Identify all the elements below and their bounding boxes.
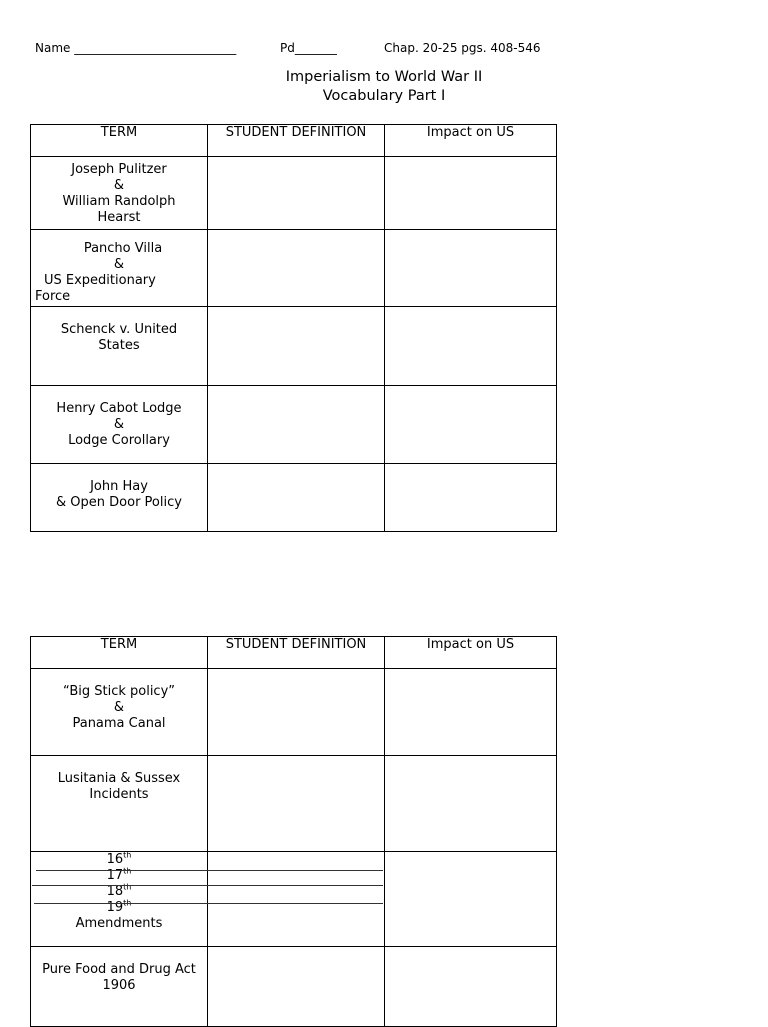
term-line: Pancho Villa: [83, 241, 163, 256]
term-line: John Hay: [90, 479, 148, 494]
term-line: US Expeditionary: [44, 273, 156, 288]
impact-cell[interactable]: [385, 464, 557, 532]
term-cell: [31, 464, 208, 532]
table-row: [31, 756, 557, 852]
definition-cell[interactable]: [208, 464, 385, 532]
amendment-line: 18th: [106, 882, 132, 899]
definition-cell[interactable]: [208, 307, 385, 386]
impact-cell[interactable]: [385, 307, 557, 386]
term-cell: [31, 756, 208, 852]
term-line: Incidents: [89, 787, 149, 802]
definition-cell[interactable]: [208, 386, 385, 464]
table-row: [31, 230, 557, 307]
table-header-row: [31, 125, 557, 157]
impact-cell[interactable]: [385, 230, 557, 307]
impact-cell[interactable]: [385, 852, 557, 947]
column-header-term: TERM: [31, 637, 208, 669]
column-header-impact: Impact on US: [385, 125, 557, 157]
table-row: [31, 669, 557, 756]
table-row: [31, 307, 557, 386]
term-line: “Big Stick policy”: [62, 684, 176, 699]
term-line: &: [113, 178, 125, 193]
term-line: &: [113, 257, 125, 272]
impact-cell[interactable]: [385, 947, 557, 1027]
term-line: Amendments: [75, 916, 163, 931]
vocab-table-2: [30, 636, 557, 1027]
term-cell: [31, 157, 208, 230]
impact-cell[interactable]: [385, 756, 557, 852]
term-cell: [31, 852, 208, 947]
term-line: 1906: [102, 978, 136, 993]
term-cell: [31, 230, 208, 307]
column-header-definition: STUDENT DEFINITION: [208, 637, 385, 669]
column-header-term: TERM: [31, 125, 208, 157]
term-cell: [31, 669, 208, 756]
chapter-reference: Chap. 20-25 pgs. 408-546: [384, 41, 541, 55]
term-line: Panama Canal: [72, 716, 166, 731]
term-line: Force: [35, 289, 71, 304]
term-cell: [31, 386, 208, 464]
table-row: [31, 157, 557, 230]
period-field[interactable]: Pd_______: [280, 41, 337, 55]
term-cell: [31, 947, 208, 1027]
term-line: Pure Food and Drug Act: [42, 962, 196, 977]
amendment-divider-line: [34, 903, 383, 904]
table-header-row: [31, 637, 557, 669]
amendment-line: 16th: [106, 850, 132, 867]
term-line: Hearst: [97, 210, 141, 225]
term-line: Lodge Corollary: [68, 433, 170, 448]
definition-cell[interactable]: [208, 230, 385, 307]
term-line: Lusitania & Sussex: [57, 771, 181, 786]
column-header-definition: STUDENT DEFINITION: [208, 125, 385, 157]
definition-cell[interactable]: [208, 756, 385, 852]
term-line: Joseph Pulitzer: [71, 162, 167, 177]
amendment-line: 17th: [106, 866, 132, 883]
definition-cell[interactable]: [208, 947, 385, 1027]
term-line: Schenck v. United: [60, 322, 178, 337]
table-row: [31, 464, 557, 532]
amendment-line: 19th: [106, 898, 132, 915]
impact-cell[interactable]: [385, 669, 557, 756]
page-subtitle: Vocabulary Part I: [322, 88, 446, 104]
amendment-divider-line: [36, 870, 383, 871]
term-line: States: [98, 338, 140, 353]
vocab-table-1: [30, 124, 557, 532]
definition-cell[interactable]: [208, 157, 385, 230]
term-line: William Randolph: [62, 194, 176, 209]
impact-cell[interactable]: [385, 157, 557, 230]
impact-cell[interactable]: [385, 386, 557, 464]
term-line: &: [113, 417, 125, 432]
table-row: [31, 947, 557, 1027]
term-line: & Open Door Policy: [56, 495, 182, 510]
table-row: [31, 386, 557, 464]
page-title: Imperialism to World War II: [285, 69, 483, 85]
name-field[interactable]: Name ___________________________: [35, 41, 237, 55]
term-cell: [31, 307, 208, 386]
amendment-divider-line: [32, 885, 383, 886]
definition-cell[interactable]: [208, 852, 385, 947]
definition-cell[interactable]: [208, 669, 385, 756]
term-line: Henry Cabot Lodge: [56, 401, 182, 416]
column-header-impact: Impact on US: [385, 637, 557, 669]
table-row: [31, 852, 557, 947]
term-line: &: [113, 700, 125, 715]
